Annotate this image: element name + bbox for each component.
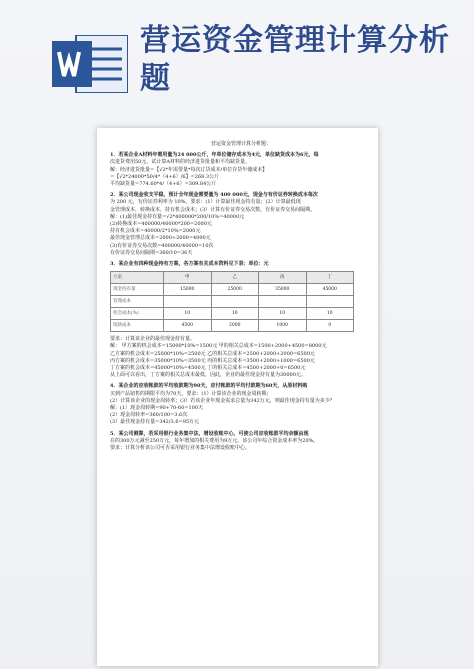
table-cell: 15000: [164, 284, 212, 296]
table-header-row: [111, 272, 354, 284]
table-row: [111, 308, 354, 320]
q2-line: 解：(1)最佳现金持有量=√2*400000*200/10%=40000元: [110, 213, 245, 220]
table-cell: 机会成本(%): [111, 308, 164, 320]
table-cell: 丁: [306, 272, 354, 284]
q4-line: 解：(1）现金周转期=90+70-60=100天: [110, 405, 204, 412]
table-cell: 35000: [259, 284, 307, 296]
q4-line: (3）最佳现金持有量=342/3.6=95万元: [110, 419, 200, 426]
table-cell: 短缺成本: [111, 320, 164, 332]
q3-line: 丁方案的机会成本=45000*10%=4500元 丁的相关总成本=4500+2000+0=6500元: [110, 365, 306, 372]
table-cell: [211, 296, 259, 308]
table-cell: 10: [164, 308, 212, 320]
q4-line: (2）现金周转率=360/100=3.6次: [110, 412, 188, 419]
q3-line: 要求：计算该企业的最佳现金持有量。: [110, 336, 196, 343]
q1-line: =【√2*24000*50/4*（4+6）/6】=268.3公斤: [110, 173, 220, 180]
table-cell: [164, 296, 212, 308]
q1-line: 解：经济进货批量=【√2*年需要量*每次订货成本/单位存货年储成本】: [110, 166, 268, 173]
doc-heading: 营运资金管理计算分析题：: [210, 141, 271, 147]
table-cell: 10: [211, 308, 259, 320]
table-cell: [306, 296, 354, 308]
q2-line: 有价证券交易间隔期=360/10=36天: [110, 249, 193, 256]
cost-table: [110, 271, 354, 332]
table-cell: 2000: [211, 320, 259, 332]
q5-line: 要求：计算分析该公司可否采用银行业务集中法增设收账中心。: [110, 445, 251, 452]
table-row: [111, 296, 354, 308]
table-cell: 45000: [306, 284, 354, 296]
table-cell: 1000: [259, 320, 307, 332]
q1-line: 1．若某企业A材料年需用量为24 000公斤，年单位储存成本为4元，单位缺货成本为6元，每: [110, 152, 319, 159]
word-icon: [52, 35, 128, 93]
q3-line: 丙方案的机会成本=35000*10%=3500元 丙的相关总成本=3500+2000+1000=6500元: [110, 357, 315, 364]
q1-line: 次进货费用50元，试计算A材料的经济进货批量和平均缺货量。: [110, 159, 250, 166]
table-cell: 甲: [164, 272, 212, 284]
q2-line: (2)转换成本=400000/40000*200=2000元: [110, 221, 212, 228]
q2-line: 为 200 元，有价证券利率为 10%。要求：(1）计算最佳现金持有量；(2）计算最低现: [110, 199, 301, 206]
table-cell: 25000: [211, 284, 259, 296]
q5-line: 5．某公司测算，若采用银行业务集中法，增设收账中心，可使公司应收账款平均余额由现: [110, 430, 309, 437]
q2-line: 金管理成本，转换成本，持有机会成本；(3）计算有价证券交易次数，有价证券交易间隔期。: [110, 206, 316, 213]
table-cell: 10: [306, 308, 354, 320]
table-cell: 管理成本: [111, 296, 164, 308]
table-row: [111, 320, 354, 332]
table-cell: 现金持有量: [111, 284, 164, 296]
table-row: [111, 284, 354, 296]
page-title: 营运资金管理计算分析题: [140, 23, 450, 96]
document-body: [110, 141, 372, 452]
table-cell: 0: [306, 320, 354, 332]
q3-intro: 3．某企业有四种现金持有方案，各方案有关成本资料见下表：单位：元: [110, 261, 269, 268]
table-cell: 方案: [111, 272, 164, 284]
q3-line: 乙方案的机会成本=25000*10%=2500元 乙的相关总成本=2500+2000+2000=6500元: [110, 350, 315, 357]
q4-line: 4．某企业的应收帐款的平均收款期为90天，应付帐款的平均付款期为60天，从原材料购: [110, 383, 308, 390]
q1-line: 平均缺货量=774.60*4/（4+6）=309.84公斤: [110, 181, 217, 188]
q5-line: 在的300万元减至250万元，每年增加的相关费用为9万元，该公司年综合资金成本率为20%。: [110, 437, 319, 444]
q3-line: 从上面可以看出，丁方案的相关总成本最低，因此，企业的最佳现金持有量为30000元。: [110, 372, 306, 379]
table-cell: 4500: [164, 320, 212, 332]
q2-line: (3)有价证券交易次数=400000/40000=10次: [110, 242, 214, 249]
table-cell: 乙: [211, 272, 259, 284]
q2-line: 2．某公司现金收支平稳，预计全年现金需要量为 400 000元，现金与有价证券转换成本每次: [110, 192, 318, 199]
table-cell: 丙: [259, 272, 307, 284]
q2-line: 持有机会成本=40000/2*10%=2000元: [110, 228, 201, 235]
table-cell: 10: [259, 308, 307, 320]
q3-line: 解： 甲方案的机会成本=15000*10%=1500元 甲的相关总成本=1500+2000+4500=8000元: [110, 343, 327, 350]
q4-line: 买到产品销售的期限平均为70天。要求：(1）计算该企业的现金周转期；: [110, 390, 272, 397]
table-cell: [259, 296, 307, 308]
q2-line: 最佳现金管理总成本=2000+2000=4000元: [110, 235, 211, 242]
q4-line: (2）计算该企业的现金周转率；(3）若该企业年现金需求总量为342万元，则最佳现金持有量为多少？: [110, 397, 335, 404]
